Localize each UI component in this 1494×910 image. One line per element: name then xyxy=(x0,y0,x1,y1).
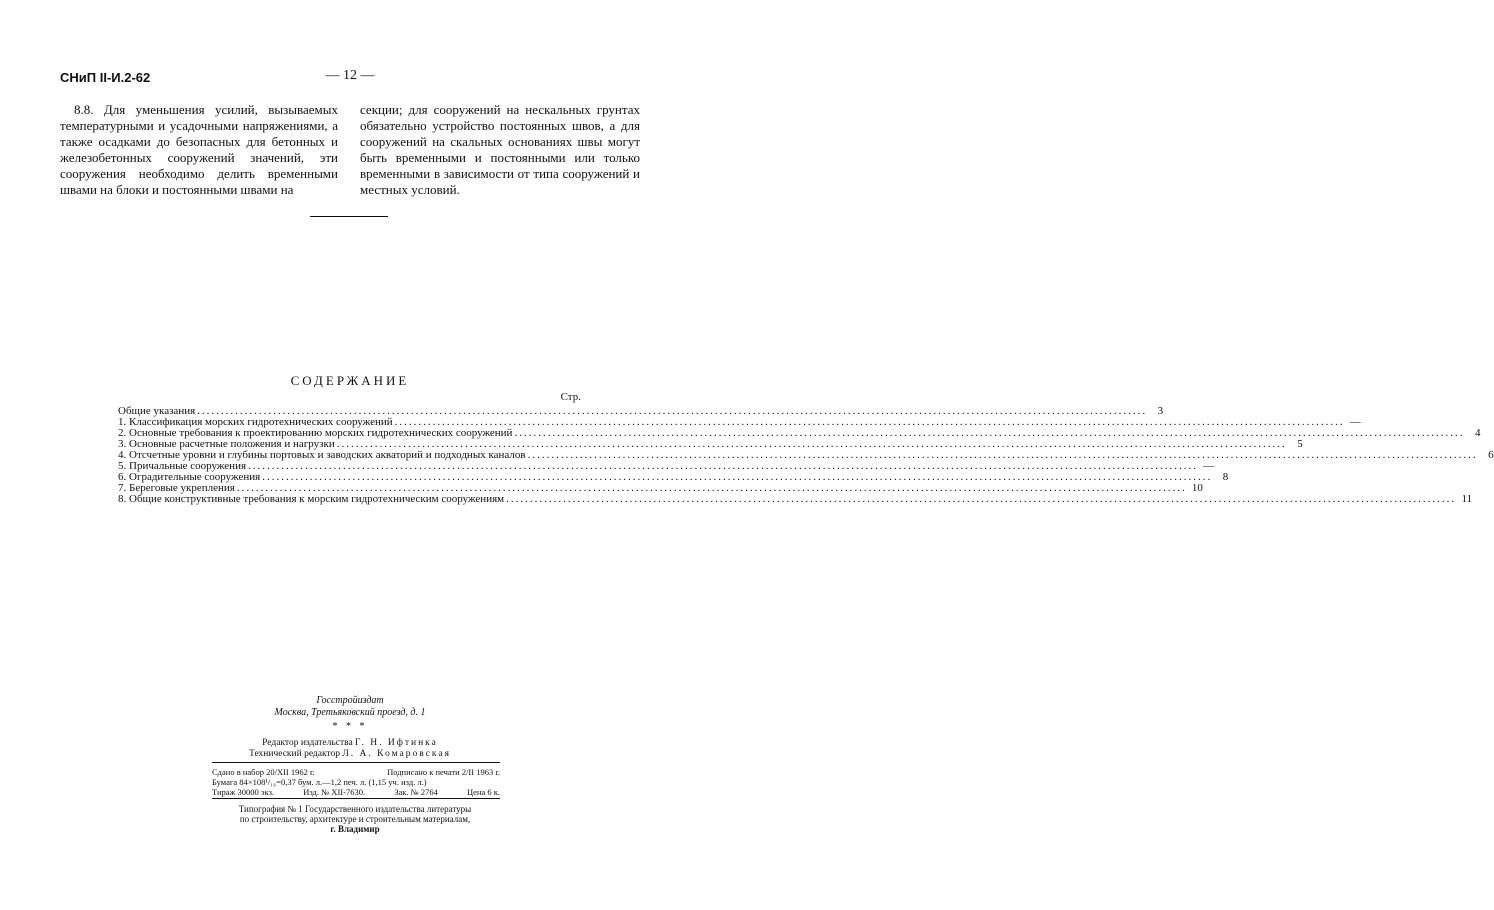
toc-entry-label: 3. Основные расчетные положения и нагрузки xyxy=(118,438,335,450)
print-details-row xyxy=(212,787,500,797)
print-details xyxy=(212,767,500,797)
typeset-date: Сдано в набор 20/XII 1962 г. xyxy=(212,767,315,777)
paper-format: Бумага 84×108¹/₁₆=0,37 бум. л.—1,2 печ. л. (1,15 уч. изд. л.) xyxy=(212,777,427,787)
signed-date: Подписано к печати 2/II 1963 г. xyxy=(387,767,500,777)
editor-name: Г. Н. Ифтинка xyxy=(355,738,438,748)
table-of-contents xyxy=(118,405,1494,505)
toc-entry-page: — xyxy=(1349,416,1361,428)
toc-entry-page: 8 xyxy=(1222,471,1229,483)
publisher-name: Госстройиздат xyxy=(316,695,384,706)
toc-leader-dots: ........................................................................................................................................................................................................ xyxy=(262,471,1213,483)
toc-leader-dots: ........................................................................................................................................................................................................ xyxy=(197,405,1148,417)
toc-page-column-header: Стр. xyxy=(560,391,581,403)
toc-entry-label: 2. Основные требования к проектированию морских гидротехнических сооружений xyxy=(118,427,513,439)
colophon-rule-bottom xyxy=(212,798,500,799)
toc-entry-label: 4. Отсчетные уровни и глубины портовых и заводских акваторий и подходных каналов xyxy=(118,449,526,461)
printer-line: Типография № 1 Государственного издательства литературы xyxy=(238,804,472,814)
body-text-right-column: секции; для сооружений на нескальных грунтах обязательно устройство постоянных швов, а для сооружений на скальных основаниях швы могут быть временными и постоянными или только временными в зависимости от типа сооружений и местных условий. xyxy=(360,102,640,197)
printer-info xyxy=(205,804,505,834)
tech-editor-label: Технический редактор xyxy=(249,749,340,759)
toc-leader-dots: ........................................................................................................................................................................................................ xyxy=(394,416,1345,428)
toc-entry-label: 5. Причальные сооружения xyxy=(118,460,247,472)
order-number: Зак. № 2764 xyxy=(394,787,438,797)
toc-entry-page: 6 xyxy=(1488,449,1494,461)
publisher-imprint xyxy=(0,695,700,719)
publication-number: Изд. № XII-7630. xyxy=(303,787,366,797)
circulation: Тираж 30000 экз. xyxy=(212,787,275,797)
toc-entry-page: 3 xyxy=(1157,405,1164,417)
toc-entry-page: 4 xyxy=(1474,427,1481,439)
printer-line: по строительству, архитектуре и строительным материалам, xyxy=(239,814,471,824)
page-number: — 12 — xyxy=(325,68,375,83)
toc-leader-dots: ........................................................................................................................................................................................................ xyxy=(236,482,1187,494)
toc-entry-label: Общие указания xyxy=(118,405,196,417)
toc-entry-label: 8. Общие конструктивные требования к морским гидротехническим сооружениям xyxy=(118,493,505,505)
price: Цена 6 к. xyxy=(466,787,500,797)
toc-entry-label: 7. Береговые укрепления xyxy=(118,482,235,494)
print-details-row xyxy=(212,777,500,787)
body-text-left-column: 8.8. Для уменьшения усилий, вызываемых температурными и усадочными напряжениями, а также осадками до безопасных для бетонных и железобетонных сооружений значений, эти сооружения необходимо делить временными швами на блоки и постоянными швами на xyxy=(60,102,338,197)
print-details-row xyxy=(212,767,500,777)
toc-entry xyxy=(118,493,1473,505)
toc-leader-dots: ........................................................................................................................................................................................................ xyxy=(527,449,1478,461)
toc-leader-dots: ........................................................................................................................................................................................................ xyxy=(248,460,1199,472)
tech-editor-name: Л. А. Комаровская xyxy=(342,749,451,759)
toc-entry-page: 10 xyxy=(1191,482,1203,494)
document-code: СНиП II-И.2-62 xyxy=(60,70,151,85)
editors-block xyxy=(0,738,700,760)
toc-entry-page: 11 xyxy=(1461,493,1473,505)
toc-entry-label: 1. Классификация морских гидротехнических сооружений xyxy=(118,416,393,428)
toc-title: СОДЕРЖАНИЕ xyxy=(290,373,410,388)
toc-entry-page: — xyxy=(1203,460,1215,472)
editor-line xyxy=(0,738,700,749)
separator-stars: * * * xyxy=(332,721,368,732)
publisher-address: Москва, Третьяковский проезд, д. 1 xyxy=(274,707,426,718)
toc-leader-dots: ........................................................................................................................................................................................................ xyxy=(506,493,1457,505)
toc-leader-dots: ........................................................................................................................................................................................................ xyxy=(336,438,1287,450)
toc-entry-page: 5 xyxy=(1297,438,1303,450)
printer-line: г. Владимир xyxy=(330,824,380,834)
toc-entry-label: 6. Оградительные сооружения xyxy=(118,471,261,483)
tech-editor-line xyxy=(0,749,700,760)
toc-leader-dots: ........................................................................................................................................................................................................ xyxy=(514,427,1465,439)
section-divider xyxy=(310,216,388,217)
editor-label: Редактор издательства xyxy=(262,738,353,748)
colophon-rule-top xyxy=(212,762,500,763)
